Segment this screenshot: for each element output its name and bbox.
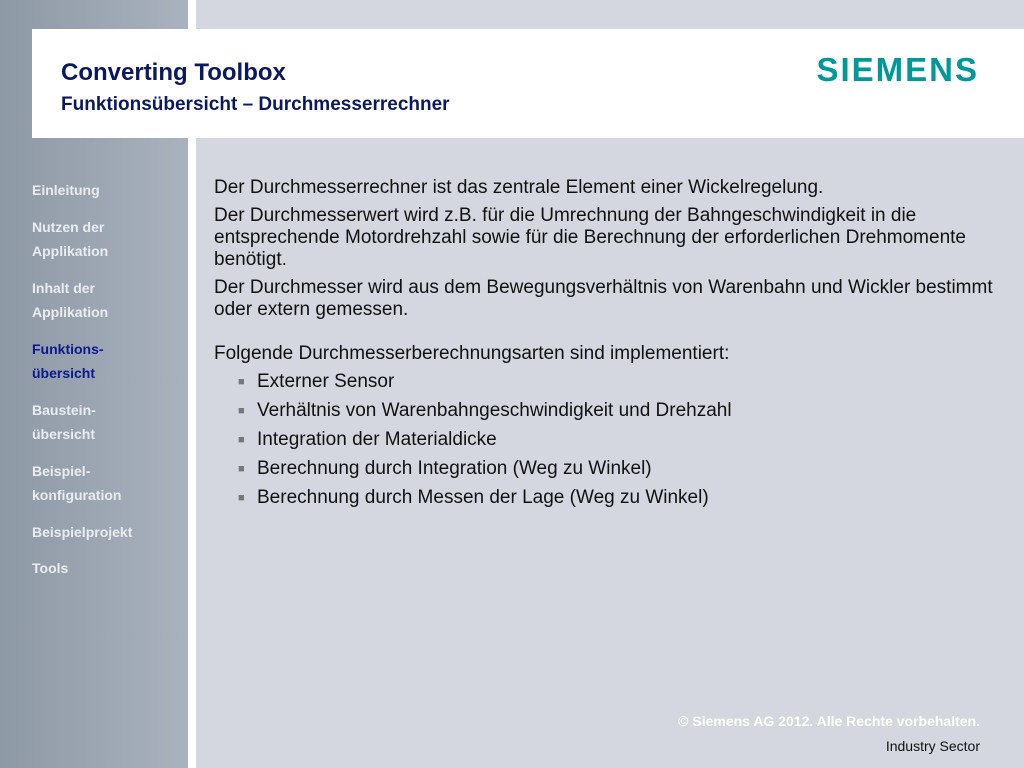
body-paragraph: Der Durchmesser wird aus dem Bewegungsverhältnis von Warenbahn und Wickler bestimmt oder extern gemessen.: [214, 277, 993, 320]
nav-item-beispielprojekt[interactable]: Beispielprojekt: [32, 523, 133, 540]
slide-header: [32, 29, 1024, 138]
bullet-list: [214, 371, 994, 509]
nav-item-nutzen[interactable]: Nutzen der Applikation: [32, 218, 109, 259]
square-bullet-icon: ■: [238, 434, 245, 446]
list-item-text: Integration der Materialdicke: [257, 429, 497, 450]
square-bullet-icon: ■: [238, 405, 245, 417]
nav-item-funktionsuebersicht[interactable]: Funktions-übersicht: [32, 340, 104, 381]
slide-body: [214, 177, 994, 516]
nav-item-tools[interactable]: Tools: [32, 560, 69, 576]
slide-title: Converting Toolbox: [61, 59, 286, 86]
siemens-logo: SIEMENS: [816, 51, 979, 88]
list-item: [214, 458, 994, 480]
nav-item-einleitung[interactable]: Einleitung: [32, 182, 100, 198]
list-item-text: Berechnung durch Messen der Lage (Weg zu Winkel): [257, 487, 709, 508]
square-bullet-icon: ■: [238, 492, 245, 504]
body-paragraph: Der Durchmesserrechner ist das zentrale Element einer Wickelregelung.: [214, 177, 824, 198]
nav-item-bausteinuebersicht[interactable]: Baustein-übersicht: [32, 401, 96, 442]
sector-label: Industry Sector: [885, 738, 980, 754]
list-item: [214, 429, 994, 451]
sidebar-nav: [32, 178, 182, 593]
list-item-text: Externer Sensor: [257, 371, 395, 392]
nav-item-inhalt[interactable]: Inhalt der Applikation: [32, 279, 109, 320]
list-item-text: Berechnung durch Integration (Weg zu Winkel): [257, 458, 652, 479]
nav-item-beispielkonfiguration[interactable]: Beispiel-konfiguration: [32, 462, 122, 503]
list-intro: Folgende Durchmesserberechnungsarten sind implementiert:: [214, 343, 730, 364]
list-item-text: Verhältnis von Warenbahngeschwindigkeit und Drehzahl: [257, 400, 732, 421]
body-paragraph: Der Durchmesserwert wird z.B. für die Umrechnung der Bahngeschwindigkeit in die entsprechende Motordrehzahl sowie für die Berechnung der erforderlichen Drehmomente benötigt.: [214, 205, 966, 270]
list-item: [214, 400, 994, 422]
list-item: [214, 487, 994, 509]
copyright-notice: © Siemens AG 2012. Alle Rechte vorbehalten.: [678, 713, 980, 729]
list-item: [214, 371, 994, 393]
square-bullet-icon: ■: [238, 463, 245, 475]
square-bullet-icon: ■: [238, 376, 245, 388]
slide-subtitle: Funktionsübersicht – Durchmesserrechner: [61, 94, 450, 115]
